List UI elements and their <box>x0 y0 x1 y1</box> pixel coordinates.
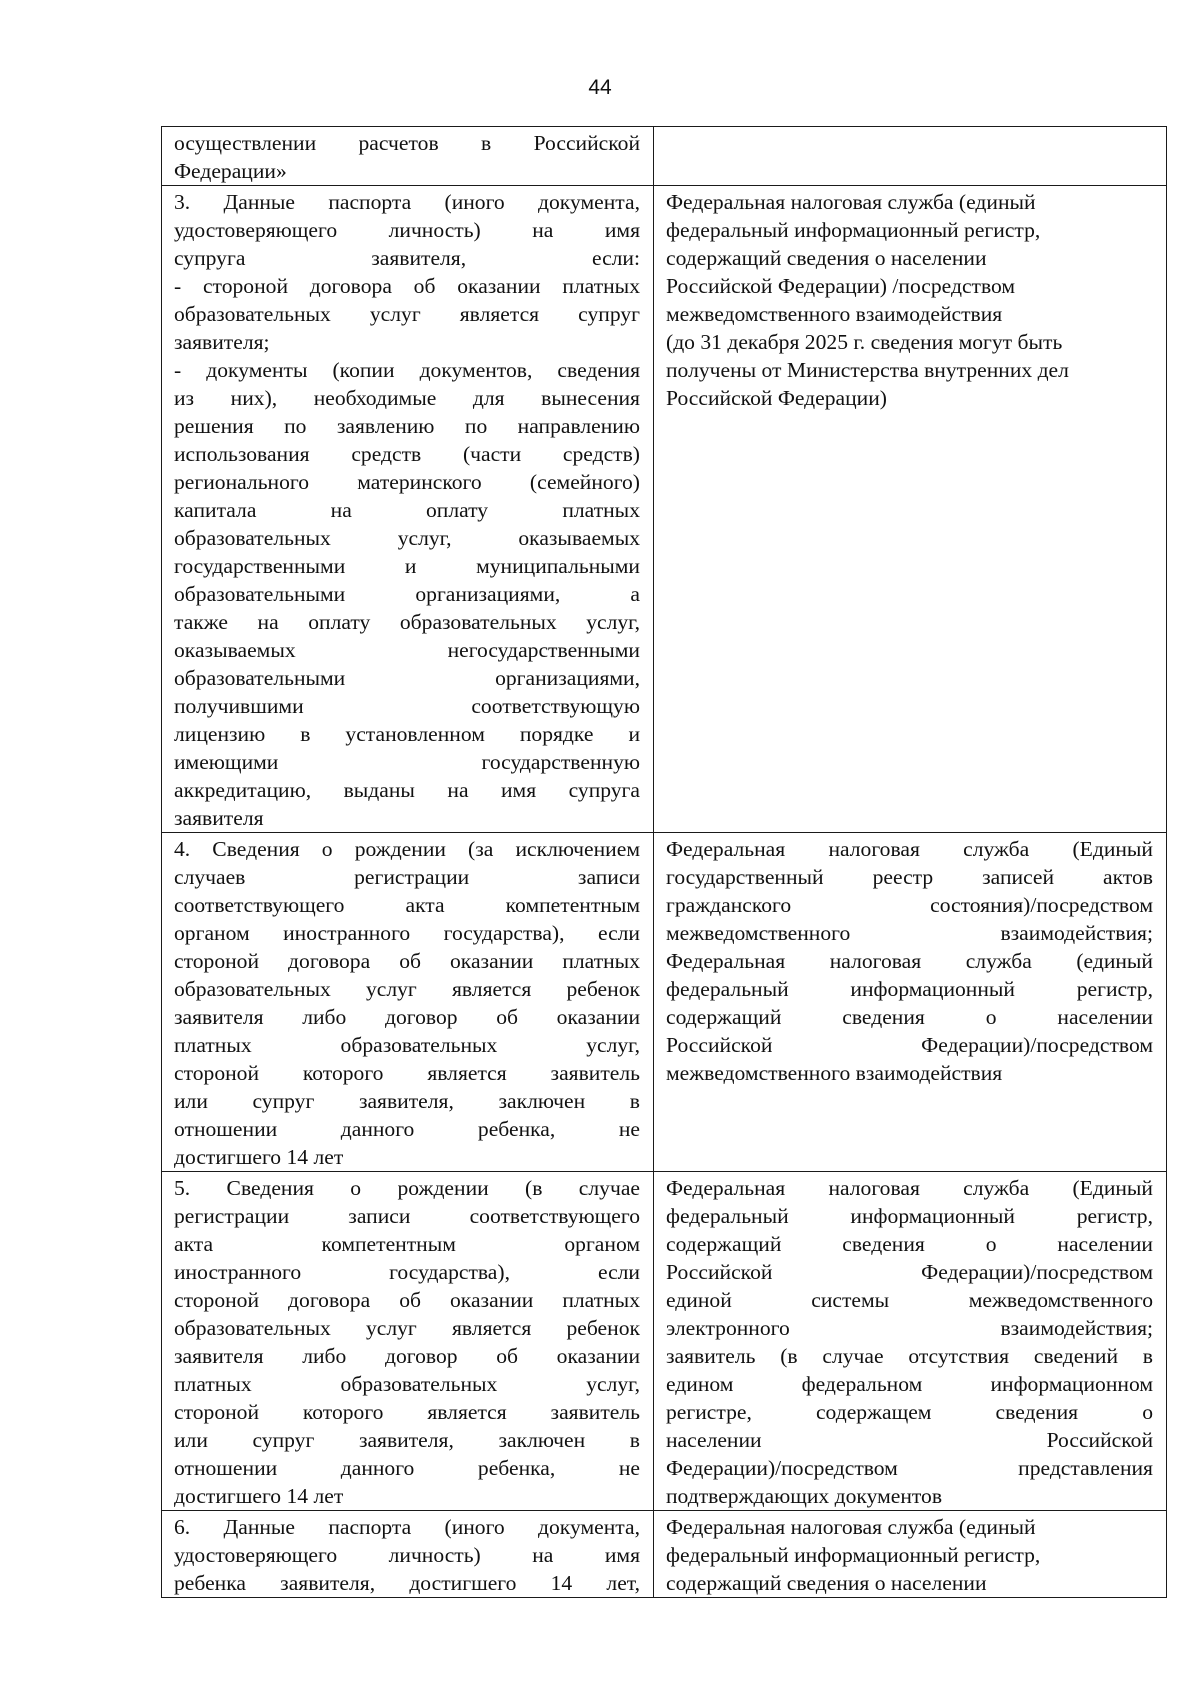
cell-text-line: федеральный информационный регистр, <box>666 977 1153 1001</box>
cell-text-line: удостоверяющего личность) на имя <box>174 218 640 242</box>
cell-text-line: супруга заявителя, если: <box>174 246 640 270</box>
cell-text-line: государственный реестр записей актов <box>666 865 1153 889</box>
cell-text-line: стороной которого является заявитель <box>174 1400 640 1424</box>
cell-text-line: государственными и муниципальными <box>174 554 640 578</box>
cell-text-line: федеральный информационный регистр, <box>666 1204 1153 1228</box>
cell-text-line: случаев регистрации записи <box>174 865 640 889</box>
cell-text-line: содержащий сведения о населении <box>666 1232 1153 1256</box>
cell-text-line: лицензию в установленном порядке и <box>174 722 640 746</box>
page-number: 44 <box>588 76 612 99</box>
cell-text-line: содержащий сведения о населении <box>666 1005 1153 1029</box>
cell-text-line: оказываемых негосударственными <box>174 638 640 662</box>
cell-text-line: органом иностранного государства), если <box>174 921 640 945</box>
cell-text-line: 3. Данные паспорта (иного документа, <box>174 190 640 214</box>
cell-text-line: заявителя либо договор об оказании <box>174 1344 640 1368</box>
cell-text-line: аккредитацию, выданы на имя супруга <box>174 778 640 802</box>
cell-text-line: также на оплату образовательных услуг, <box>174 610 640 634</box>
cell-text-line: Федеральная налоговая служба (единый <box>666 949 1153 973</box>
cell-text-line: заявителя либо договор об оказании <box>174 1005 640 1029</box>
cell-text-line: удостоверяющего личность) на имя <box>174 1543 640 1567</box>
cell-text-line: акта компетентным органом <box>174 1232 640 1256</box>
cell-text-line: или супруг заявителя, заключен в <box>174 1089 640 1113</box>
cell-text-line: подтверждающих документов <box>666 1484 943 1508</box>
cell-text-line: Российской Федерации)/посредством <box>666 1260 1153 1284</box>
cell-text-line: стороной договора об оказании платных <box>174 1288 640 1312</box>
cell-text-line: отношении данного ребенка, не <box>174 1456 640 1480</box>
source-description-cell <box>654 127 1167 186</box>
cell-text-line: или супруг заявителя, заключен в <box>174 1428 640 1452</box>
cell-text-line: стороной которого является заявитель <box>174 1061 640 1085</box>
cell-text-line: межведомственного взаимодействия <box>666 302 1003 326</box>
cell-text-line: получившими соответствующую <box>174 694 640 718</box>
cell-text-line: регионального материнского (семейного) <box>174 470 640 494</box>
document-description-cell <box>162 186 654 833</box>
cell-text-line: 4. Сведения о рождении (за исключением <box>174 837 640 861</box>
cell-text-line: федеральный информационный регистр, <box>666 1543 1041 1567</box>
cell-text-line: 5. Сведения о рождении (в случае <box>174 1176 640 1200</box>
cell-text-line: Федерации» <box>174 159 287 183</box>
cell-text-line: едином федеральном информационном <box>666 1372 1153 1396</box>
cell-text-line: заявителя <box>174 806 264 830</box>
source-description-cell <box>654 833 1167 1172</box>
source-description-cell <box>654 1172 1167 1511</box>
cell-text-line: населении Российской <box>666 1428 1153 1452</box>
cell-text-line: Российской Федерации) /посредством <box>666 274 1016 298</box>
cell-text-line: стороной договора об оказании платных <box>174 949 640 973</box>
cell-text-line: осуществлении расчетов в Российской <box>174 131 640 155</box>
cell-text-line: отношении данного ребенка, не <box>174 1117 640 1141</box>
cell-text-line: капитала на оплату платных <box>174 498 640 522</box>
cell-text-line: имеющими государственную <box>174 750 640 774</box>
document-description-cell <box>162 1172 654 1511</box>
table-row <box>162 186 1167 833</box>
document-description-cell <box>162 1511 654 1598</box>
cell-text-line: иностранного государства), если <box>174 1260 640 1284</box>
cell-text-line: - документы (копии документов, сведения <box>174 358 640 382</box>
cell-text-line: Федеральная налоговая служба (единый <box>666 190 1036 214</box>
cell-text-line: платных образовательных услуг, <box>174 1033 640 1057</box>
cell-text-line: - стороной договора об оказании платных <box>174 274 640 298</box>
cell-text-line: Федерации)/посредством представления <box>666 1456 1153 1480</box>
cell-text-line: заявитель (в случае отсутствия сведений в <box>666 1344 1153 1368</box>
cell-text-line: из них), необходимые для вынесения <box>174 386 640 410</box>
cell-text-line: единой системы межведомственного <box>666 1288 1153 1312</box>
cell-text-line: образовательных услуг, оказываемых <box>174 526 640 550</box>
cell-text-line: получены от Министерства внутренних дел <box>666 358 1069 382</box>
cell-text-line: образовательными организациями, а <box>174 582 640 606</box>
cell-text-line: 6. Данные паспорта (иного документа, <box>174 1515 640 1539</box>
cell-text-line: использования средств (части средств) <box>174 442 640 466</box>
cell-text-line: содержащий сведения о населении <box>666 1571 987 1595</box>
source-description-cell <box>654 186 1167 833</box>
cell-text-line: образовательных услуг является супруг <box>174 302 640 326</box>
data-sources-table <box>161 126 1167 1598</box>
cell-text-line: ребенка заявителя, достигшего 14 лет, <box>174 1571 640 1595</box>
document-description-cell <box>162 127 654 186</box>
cell-text-line: соответствующего акта компетентным <box>174 893 640 917</box>
cell-text-line: регистре, содержащем сведения о <box>666 1400 1153 1424</box>
cell-text-line: Федеральная налоговая служба (Единый <box>666 837 1153 861</box>
cell-text-line: заявителя; <box>174 330 270 354</box>
document-description-cell <box>162 833 654 1172</box>
cell-text-line: регистрации записи соответствующего <box>174 1204 640 1228</box>
cell-text-line: содержащий сведения о населении <box>666 246 987 270</box>
cell-text-line: гражданского состояния)/посредством <box>666 893 1153 917</box>
cell-text-line: (до 31 декабря 2025 г. сведения могут быть <box>666 330 1063 354</box>
table-row <box>162 127 1167 186</box>
cell-text-line: Федеральная налоговая служба (единый <box>666 1515 1036 1539</box>
cell-text-line: межведомственного взаимодействия; <box>666 921 1153 945</box>
cell-text-line: решения по заявлению по направлению <box>174 414 640 438</box>
cell-text-line: образовательными организациями, <box>174 666 640 690</box>
table-body <box>162 127 1167 1598</box>
cell-text-line: Российской Федерации)/посредством <box>666 1033 1153 1057</box>
source-description-cell <box>654 1511 1167 1598</box>
cell-text-line: Российской Федерации) <box>666 386 887 410</box>
cell-text-line: электронного взаимодействия; <box>666 1316 1153 1340</box>
table-row <box>162 1172 1167 1511</box>
cell-text-line: достигшего 14 лет <box>174 1484 344 1508</box>
cell-text-line: Федеральная налоговая служба (Единый <box>666 1176 1153 1200</box>
cell-text-line: межведомственного взаимодействия <box>666 1061 1003 1085</box>
cell-text-line: платных образовательных услуг, <box>174 1372 640 1396</box>
table-row <box>162 833 1167 1172</box>
table-row <box>162 1511 1167 1598</box>
cell-text-line: достигшего 14 лет <box>174 1145 344 1169</box>
cell-text-line: образовательных услуг является ребенок <box>174 1316 640 1340</box>
cell-text-line: федеральный информационный регистр, <box>666 218 1041 242</box>
cell-text-line: образовательных услуг является ребенок <box>174 977 640 1001</box>
